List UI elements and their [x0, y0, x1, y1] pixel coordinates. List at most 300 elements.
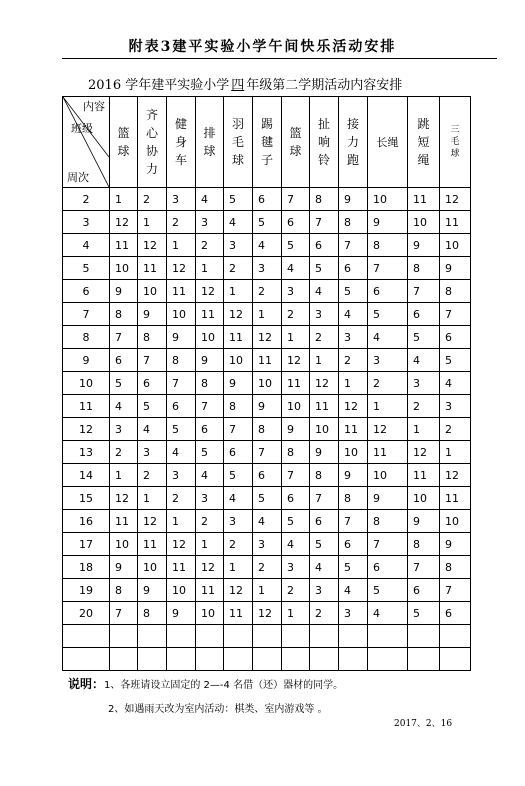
class-number-cell: 11	[408, 464, 440, 487]
class-number-cell: 4	[282, 533, 310, 556]
class-number-cell: 12	[440, 188, 471, 211]
class-number-cell: 8	[339, 211, 368, 234]
class-number-cell: 12	[196, 556, 224, 579]
week-cell: 5	[63, 257, 110, 280]
corner-label-class: 班级	[71, 122, 93, 135]
note-item-2: 2、如遇雨天改为室内活动：棋类、室内游戏等 。	[108, 704, 328, 715]
week-cell: 8	[63, 326, 110, 349]
class-number-cell: 1	[368, 395, 408, 418]
empty-cell	[138, 648, 167, 671]
class-number-cell: 12	[224, 579, 253, 602]
class-number-cell: 10	[196, 326, 224, 349]
class-number-cell: 11	[310, 395, 339, 418]
empty-row	[63, 648, 471, 671]
week-cell: 17	[63, 533, 110, 556]
class-number-cell: 3	[224, 510, 253, 533]
corner-label-week: 周次	[67, 171, 89, 184]
class-number-cell: 5	[196, 441, 224, 464]
column-header	[282, 97, 310, 188]
table-row	[63, 602, 471, 625]
class-number-cell: 6	[253, 464, 282, 487]
class-number-cell: 9	[368, 487, 408, 510]
week-cell: 9	[63, 349, 110, 372]
class-number-cell: 8	[110, 303, 138, 326]
class-number-cell: 4	[196, 464, 224, 487]
class-number-cell: 10	[253, 372, 282, 395]
week-cell: 10	[63, 372, 110, 395]
class-number-cell: 6	[440, 602, 471, 625]
class-number-cell: 9	[339, 464, 368, 487]
class-number-cell: 1	[110, 464, 138, 487]
class-number-cell: 10	[110, 257, 138, 280]
class-number-cell: 7	[110, 326, 138, 349]
week-cell: 14	[63, 464, 110, 487]
class-number-cell: 9	[440, 533, 471, 556]
class-number-cell: 3	[253, 533, 282, 556]
empty-cell	[440, 625, 471, 648]
schedule-subtitle	[88, 74, 402, 93]
class-number-cell: 7	[440, 579, 471, 602]
class-number-cell: 7	[282, 464, 310, 487]
class-number-cell: 10	[368, 464, 408, 487]
class-number-cell: 6	[339, 533, 368, 556]
class-number-cell: 1	[339, 372, 368, 395]
empty-cell	[282, 625, 310, 648]
class-number-cell: 6	[138, 372, 167, 395]
class-number-cell: 11	[440, 211, 471, 234]
class-number-cell: 4	[138, 418, 167, 441]
class-number-cell: 4	[368, 326, 408, 349]
notes-line-1	[68, 678, 343, 692]
empty-cell	[440, 648, 471, 671]
class-number-cell: 7	[408, 556, 440, 579]
class-number-cell: 4	[440, 372, 471, 395]
class-number-cell: 11	[110, 234, 138, 257]
class-number-cell: 11	[339, 418, 368, 441]
class-number-cell: 7	[368, 533, 408, 556]
class-number-cell: 8	[196, 372, 224, 395]
empty-cell	[63, 625, 110, 648]
class-number-cell: 2	[440, 418, 471, 441]
class-number-cell: 5	[310, 533, 339, 556]
class-number-cell: 5	[110, 372, 138, 395]
class-number-cell: 9	[408, 510, 440, 533]
column-header	[167, 97, 196, 188]
class-number-cell: 10	[224, 349, 253, 372]
class-number-cell: 5	[339, 280, 368, 303]
class-number-cell: 5	[138, 395, 167, 418]
class-number-cell: 3	[138, 441, 167, 464]
class-number-cell: 8	[138, 326, 167, 349]
column-header	[110, 97, 138, 188]
class-number-cell: 12	[253, 602, 282, 625]
class-number-cell: 10	[339, 441, 368, 464]
class-number-cell: 6	[282, 211, 310, 234]
class-number-cell: 11	[368, 441, 408, 464]
table-row	[63, 579, 471, 602]
class-number-cell: 3	[310, 303, 339, 326]
table-row	[63, 372, 471, 395]
class-number-cell: 6	[224, 441, 253, 464]
class-number-cell: 5	[282, 510, 310, 533]
class-number-cell: 5	[368, 579, 408, 602]
class-number-cell: 12	[196, 280, 224, 303]
class-number-cell: 2	[408, 395, 440, 418]
class-number-cell: 7	[224, 418, 253, 441]
class-number-cell: 7	[310, 487, 339, 510]
table-row	[63, 441, 471, 464]
class-number-cell: 5	[368, 303, 408, 326]
class-number-cell: 4	[167, 441, 196, 464]
class-number-cell: 1	[224, 556, 253, 579]
class-number-cell: 12	[110, 487, 138, 510]
week-cell: 6	[63, 280, 110, 303]
class-number-cell: 8	[408, 257, 440, 280]
class-number-cell: 2	[282, 579, 310, 602]
class-number-cell: 2	[253, 556, 282, 579]
class-number-cell: 7	[110, 602, 138, 625]
class-number-cell: 12	[339, 395, 368, 418]
table-row	[63, 211, 471, 234]
empty-cell	[253, 648, 282, 671]
column-header	[138, 97, 167, 188]
class-number-cell: 8	[440, 280, 471, 303]
class-number-cell: 9	[440, 257, 471, 280]
class-number-cell: 12	[282, 349, 310, 372]
subtitle-suffix: 年级第二学期活动内容安排	[246, 78, 403, 93]
class-number-cell: 8	[440, 556, 471, 579]
empty-cell	[63, 648, 110, 671]
class-number-cell: 4	[253, 510, 282, 533]
document-title: 附表3建平实验小学午间快乐活动安排	[128, 39, 397, 55]
class-number-cell: 1	[310, 349, 339, 372]
class-number-cell: 4	[408, 349, 440, 372]
class-number-cell: 5	[440, 349, 471, 372]
notes-label: 说明：	[68, 677, 105, 691]
class-number-cell: 8	[310, 188, 339, 211]
class-number-cell: 2	[110, 441, 138, 464]
week-cell: 4	[63, 234, 110, 257]
class-number-cell: 12	[167, 257, 196, 280]
class-number-cell: 5	[408, 602, 440, 625]
class-number-cell: 3	[310, 579, 339, 602]
table-row	[63, 326, 471, 349]
empty-cell	[167, 625, 196, 648]
class-number-cell: 4	[368, 602, 408, 625]
class-number-cell: 3	[196, 211, 224, 234]
class-number-cell: 12	[440, 464, 471, 487]
class-number-cell: 8	[368, 234, 408, 257]
column-header-label: 接力跑	[346, 117, 359, 167]
class-number-cell: 12	[138, 234, 167, 257]
class-number-cell: 9	[253, 395, 282, 418]
class-number-cell: 1	[253, 303, 282, 326]
class-number-cell: 1	[110, 188, 138, 211]
column-header-label: 踢毽子	[260, 117, 273, 167]
class-number-cell: 10	[440, 510, 471, 533]
class-number-cell: 7	[138, 349, 167, 372]
document-date: 2017、2、16	[394, 719, 453, 729]
column-header	[224, 97, 253, 188]
class-number-cell: 12	[368, 418, 408, 441]
class-number-cell: 9	[167, 326, 196, 349]
table-row	[63, 464, 471, 487]
empty-cell	[196, 625, 224, 648]
class-number-cell: 3	[339, 326, 368, 349]
class-number-cell: 5	[408, 326, 440, 349]
class-number-cell: 8	[408, 533, 440, 556]
class-number-cell: 9	[368, 211, 408, 234]
class-number-cell: 6	[368, 280, 408, 303]
class-number-cell: 1	[253, 579, 282, 602]
class-number-cell: 11	[110, 510, 138, 533]
column-header	[253, 97, 282, 188]
class-number-cell: 3	[167, 188, 196, 211]
table-row	[63, 487, 471, 510]
class-number-cell: 11	[224, 326, 253, 349]
class-number-cell: 5	[167, 418, 196, 441]
corner-label-content: 内容	[83, 100, 105, 113]
class-number-cell: 10	[408, 211, 440, 234]
table-row	[63, 510, 471, 533]
table-row	[63, 234, 471, 257]
class-number-cell: 10	[440, 234, 471, 257]
empty-row	[63, 625, 471, 648]
empty-cell	[138, 625, 167, 648]
class-number-cell: 3	[282, 280, 310, 303]
table-row	[63, 395, 471, 418]
class-number-cell: 12	[138, 510, 167, 533]
class-number-cell: 10	[282, 395, 310, 418]
header-row	[63, 97, 471, 188]
class-number-cell: 11	[440, 487, 471, 510]
class-number-cell: 5	[282, 234, 310, 257]
class-number-cell: 6	[408, 579, 440, 602]
week-cell: 19	[63, 579, 110, 602]
class-number-cell: 2	[310, 326, 339, 349]
class-number-cell: 9	[310, 441, 339, 464]
activity-schedule-table	[62, 96, 471, 671]
column-header-label: 篮球	[117, 126, 130, 158]
class-number-cell: 11	[196, 303, 224, 326]
class-number-cell: 10	[408, 487, 440, 510]
class-number-cell: 6	[253, 188, 282, 211]
class-number-cell: 6	[408, 303, 440, 326]
class-number-cell: 12	[167, 533, 196, 556]
class-number-cell: 10	[110, 533, 138, 556]
class-number-cell: 3	[196, 487, 224, 510]
class-number-cell: 1	[167, 510, 196, 533]
class-number-cell: 3	[253, 257, 282, 280]
title-underline	[62, 58, 497, 59]
empty-cell	[368, 648, 408, 671]
class-number-cell: 7	[339, 510, 368, 533]
class-number-cell: 12	[253, 326, 282, 349]
table-row	[63, 303, 471, 326]
subtitle-prefix: 2016 学年建平实验小学	[88, 78, 230, 93]
class-number-cell: 4	[224, 487, 253, 510]
class-number-cell: 7	[282, 188, 310, 211]
class-number-cell: 4	[339, 303, 368, 326]
class-number-cell: 6	[368, 556, 408, 579]
empty-cell	[408, 648, 440, 671]
class-number-cell: 12	[408, 441, 440, 464]
class-number-cell: 10	[310, 418, 339, 441]
class-number-cell: 12	[310, 372, 339, 395]
class-number-cell: 6	[282, 487, 310, 510]
empty-cell	[339, 625, 368, 648]
class-number-cell: 12	[110, 211, 138, 234]
class-number-cell: 9	[110, 556, 138, 579]
column-header	[310, 97, 339, 188]
class-number-cell: 8	[282, 441, 310, 464]
class-number-cell: 5	[339, 556, 368, 579]
class-number-cell: 10	[138, 556, 167, 579]
empty-cell	[310, 625, 339, 648]
table-row	[63, 418, 471, 441]
class-number-cell: 4	[196, 188, 224, 211]
class-number-cell: 3	[440, 395, 471, 418]
class-number-cell: 3	[167, 464, 196, 487]
class-number-cell: 1	[196, 257, 224, 280]
class-number-cell: 3	[339, 602, 368, 625]
class-number-cell: 1	[138, 211, 167, 234]
class-number-cell: 1	[224, 280, 253, 303]
class-number-cell: 8	[310, 464, 339, 487]
empty-cell	[110, 648, 138, 671]
class-number-cell: 1	[138, 487, 167, 510]
class-number-cell: 4	[339, 579, 368, 602]
week-cell: 3	[63, 211, 110, 234]
table-row	[63, 533, 471, 556]
class-number-cell: 9	[138, 579, 167, 602]
class-number-cell: 4	[310, 280, 339, 303]
class-number-cell: 7	[310, 211, 339, 234]
corner-header-cell	[63, 97, 110, 188]
class-number-cell: 11	[408, 188, 440, 211]
class-number-cell: 4	[282, 257, 310, 280]
table-row	[63, 349, 471, 372]
class-number-cell: 7	[167, 372, 196, 395]
class-number-cell: 9	[196, 349, 224, 372]
table-body	[63, 188, 471, 671]
empty-cell	[282, 648, 310, 671]
class-number-cell: 11	[224, 602, 253, 625]
week-cell: 11	[63, 395, 110, 418]
week-cell: 12	[63, 418, 110, 441]
week-cell: 18	[63, 556, 110, 579]
class-number-cell: 2	[339, 349, 368, 372]
class-number-cell: 3	[110, 418, 138, 441]
class-number-cell: 2	[196, 234, 224, 257]
class-number-cell: 10	[138, 280, 167, 303]
class-number-cell: 9	[138, 303, 167, 326]
class-number-cell: 9	[408, 234, 440, 257]
week-cell: 13	[63, 441, 110, 464]
class-number-cell: 8	[339, 487, 368, 510]
class-number-cell: 7	[253, 441, 282, 464]
empty-cell	[408, 625, 440, 648]
class-number-cell: 2	[253, 280, 282, 303]
class-number-cell: 8	[138, 602, 167, 625]
class-number-cell: 5	[224, 188, 253, 211]
class-number-cell: 2	[224, 533, 253, 556]
class-number-cell: 8	[253, 418, 282, 441]
class-number-cell: 2	[224, 257, 253, 280]
class-number-cell: 11	[138, 533, 167, 556]
week-cell: 15	[63, 487, 110, 510]
week-cell: 7	[63, 303, 110, 326]
class-number-cell: 3	[224, 234, 253, 257]
class-number-cell: 8	[224, 395, 253, 418]
class-number-cell: 2	[167, 211, 196, 234]
class-number-cell: 5	[310, 257, 339, 280]
empty-cell	[310, 648, 339, 671]
class-number-cell: 6	[440, 326, 471, 349]
class-number-cell: 2	[310, 602, 339, 625]
class-number-cell: 8	[368, 510, 408, 533]
column-header-label: 扯响铃	[317, 117, 330, 167]
column-header	[368, 97, 408, 188]
class-number-cell: 10	[167, 303, 196, 326]
class-number-cell: 11	[167, 556, 196, 579]
class-number-cell: 10	[368, 188, 408, 211]
column-header-label: 篮球	[289, 126, 302, 158]
class-number-cell: 4	[310, 556, 339, 579]
empty-cell	[224, 625, 253, 648]
class-number-cell: 2	[282, 303, 310, 326]
class-number-cell: 7	[440, 303, 471, 326]
class-number-cell: 6	[196, 418, 224, 441]
column-header-label: 健身车	[174, 117, 187, 167]
class-number-cell: 9	[167, 602, 196, 625]
class-number-cell: 4	[224, 211, 253, 234]
column-header-label: 羽毛球	[231, 117, 244, 167]
class-number-cell: 11	[253, 349, 282, 372]
week-cell: 16	[63, 510, 110, 533]
column-header	[440, 97, 471, 188]
class-number-cell: 7	[408, 280, 440, 303]
empty-cell	[339, 648, 368, 671]
empty-cell	[196, 648, 224, 671]
class-number-cell: 3	[368, 349, 408, 372]
empty-cell	[368, 625, 408, 648]
class-number-cell: 6	[167, 395, 196, 418]
class-number-cell: 1	[282, 326, 310, 349]
class-number-cell: 8	[110, 579, 138, 602]
table-row	[63, 280, 471, 303]
class-number-cell: 5	[253, 211, 282, 234]
class-number-cell: 11	[167, 280, 196, 303]
empty-cell	[110, 625, 138, 648]
note-item-1: 1、各班请设立固定的 2—-4 名借（还）器材的同学。	[104, 680, 344, 691]
class-number-cell: 12	[224, 303, 253, 326]
class-number-cell: 7	[368, 257, 408, 280]
class-number-cell: 10	[167, 579, 196, 602]
class-number-cell: 6	[110, 349, 138, 372]
empty-cell	[167, 648, 196, 671]
column-header	[408, 97, 440, 188]
column-header-label: 齐心协力	[145, 108, 158, 176]
class-number-cell: 9	[224, 372, 253, 395]
class-number-cell: 6	[310, 510, 339, 533]
class-number-cell: 9	[282, 418, 310, 441]
class-number-cell: 9	[339, 188, 368, 211]
subtitle-grade: 四	[231, 78, 245, 93]
class-number-cell: 2	[196, 510, 224, 533]
column-header-label: 长绳	[376, 135, 399, 149]
class-number-cell: 1	[440, 441, 471, 464]
